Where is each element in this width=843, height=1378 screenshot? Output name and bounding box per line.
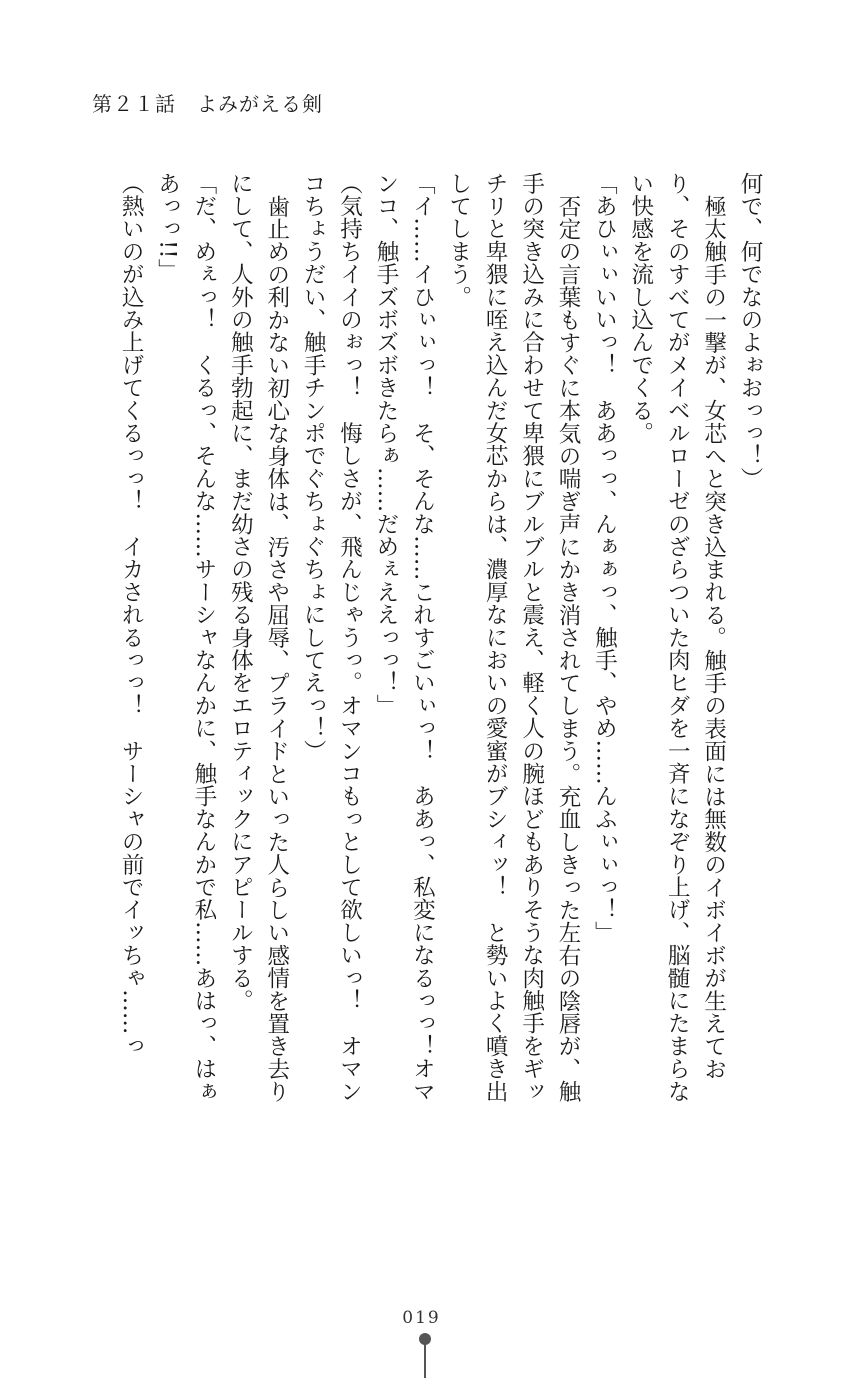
page-marker-line [424, 1343, 426, 1378]
paragraph: 「イ……イひぃぃっ！ そ、そんな……これすごいぃっ！ ああっ、私変になるっっ！オマンコ、触手ズボズボきたらぁ……だめぇええっっ！」 [372, 172, 436, 1103]
page-marker [419, 1333, 431, 1378]
vertical-text-body [80, 172, 768, 1122]
paragraph: （気持ちイイのぉっ！ 悔しさが、飛んじゃうっ。オマンコもっとして欲しいっ！ オマンコちょうだい、触手チンポでぐちょぐちょにしてえっ！） [300, 172, 363, 1103]
paragraph: 「あひぃぃいいっ！ ああっっ、んぁぁっ、触手、やめ……んふぃぃっ！」 [591, 172, 618, 944]
paragraph: 歯止めの利かない初心な身体は、汚さや屈辱、プライドといった人らしい感情を置き去りにして、人外の触手勃起に、まだ幼さの残る身体をエロティックにアピールする。 [227, 172, 290, 1103]
paragraph: 「だ、めぇっ！ くるっ、そんな……サーシャなんかに、触手なんかで私……あはっ、はぁあっっ!!」 [154, 172, 217, 1103]
paragraph: 何で、何でなのよぉおっっ！） [737, 172, 763, 490]
paragraph: 極太触手の一撃が、女芯へと突き込まれる。触手の表面には無数のイボイボが生えており、そのすべてがメイベルローゼのざらついた肉ヒダを一斉になぞり上げ、脳髄にたまらない快感を流し込んでくる。 [627, 172, 727, 1103]
chapter-header: 第２１話 よみがえる剣 [92, 92, 323, 116]
paragraph: 否定の言葉もすぐに本気の喘ぎ声にかき消されてしまう。充血しきった左右の陰唇が、触手の突き込みに合わせて卑猥にブルブルと震え、軽く人の腕ほどもありそうな肉触手をギッチリと卑猥に咥え込んだ女芯からは、濃厚なにおいの愛蜜がブシィッ！ と勢いよく噴き出してしまう。 [445, 172, 581, 1103]
page-number: 019 [402, 1308, 441, 1328]
paragraph: （熱いのが込み上げてくるっっ！ イカされるっっ！ サーシャの前でイッちゃ……っ [118, 172, 145, 1058]
